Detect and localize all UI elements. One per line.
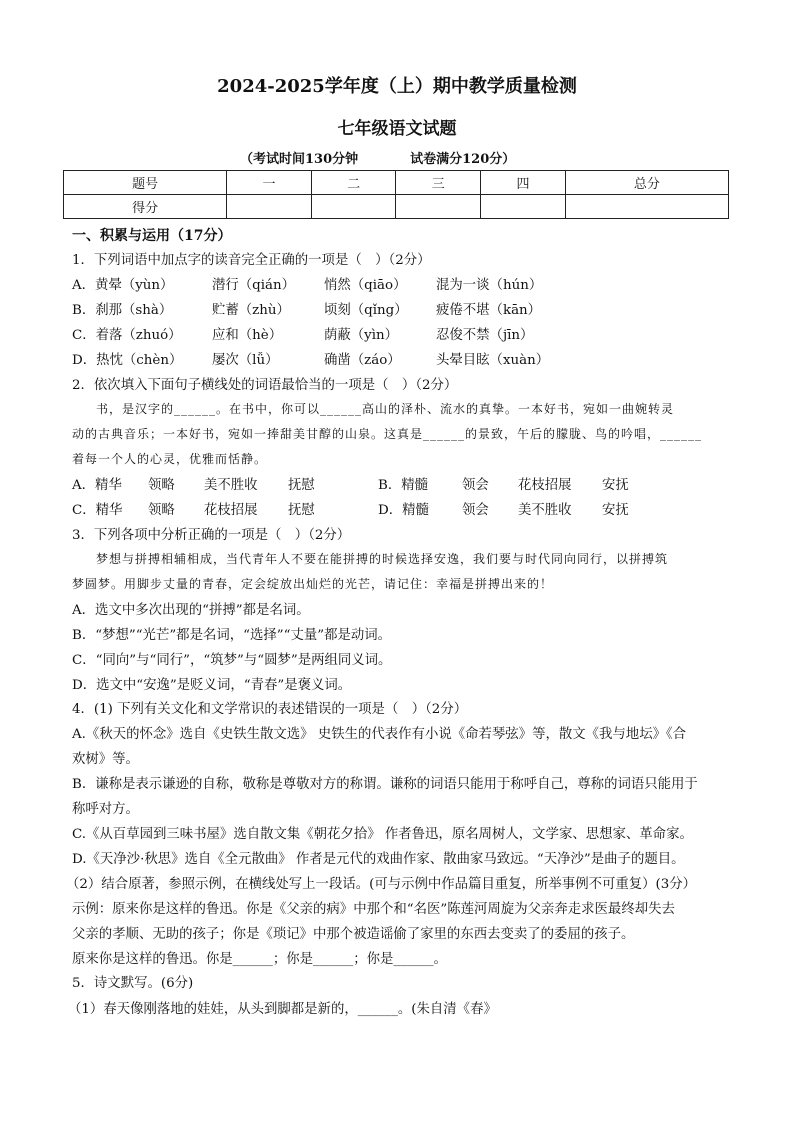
score-cell: 二: [311, 171, 396, 195]
opt-text: 领略: [148, 478, 175, 493]
opt-text: 抚慰: [288, 478, 315, 493]
full-score: 试卷满分120分）: [410, 152, 516, 167]
q4-stem: 4．(1) 下列有关文化和文学常识的表述错误的一项是（ ）（2分）: [72, 702, 468, 717]
score-input-cell[interactable]: [227, 195, 312, 219]
opt-text: 花枝招展: [204, 503, 258, 518]
q4-line: C.《从百草园到三味书屋》选自散文集《朝花夕拾》 作者鲁迅，原名周树人，文学家、思想家、革命家。: [72, 827, 693, 842]
q2-passage-line: 着每一个人的心灵，优雅而恬静。: [72, 452, 268, 466]
q4-line: D.《天净沙·秋思》选自《全元散曲》 作者是元代的戏曲作家、散曲家马致远。“天净沙”是曲子的题目。: [72, 852, 685, 867]
opt-text: A．精华: [72, 478, 122, 493]
opt-text: 悄然（qiāo）: [324, 278, 407, 293]
opt-text: 荫蔽（yìn）: [324, 328, 399, 343]
q4-line: （2）结合原著，参照示例，在横线处写上一段话。(可与示例中作品篇目重复，所举事例不可重复）(3分）: [66, 877, 697, 892]
score-table: [63, 170, 729, 219]
opt-text: 领会: [462, 478, 489, 493]
q3-stem: 3．下列各项中分析正确的一项是（ ）（2分）: [72, 528, 351, 543]
opt-text: 贮蓄（zhù）: [212, 303, 290, 318]
q3-option-d: D．选文中“安逸”是贬义词，“青春”是褒义词。: [72, 678, 352, 693]
q2-options-cd: [72, 499, 629, 518]
opt-text: B．刹那（shà）: [72, 303, 173, 318]
q1-option-a: [72, 274, 542, 293]
opt-text: 花枝招展: [518, 478, 572, 493]
opt-text: 应和（hè）: [212, 328, 283, 343]
q4-answer-line: 原来你是这样的鲁迅。你是______；你是______；你是______。: [72, 952, 447, 967]
opt-text: 美不胜收: [518, 503, 572, 518]
opt-text: C．着落（zhuó）: [72, 328, 182, 343]
q3-passage-line: 梦想与拼搏相辅相成，当代青年人不要在能拼搏的时候选择安逸，我们要与时代同向同行，以拼搏筑: [96, 552, 669, 566]
score-cell: 一: [227, 171, 312, 195]
opt-text: 屡次（lǚ）: [212, 353, 279, 368]
score-table-header-row: [64, 171, 729, 195]
q1-option-d: [72, 349, 549, 368]
opt-text: A．黄晕（yùn）: [72, 278, 174, 293]
opt-text: 顷刻（qǐng）: [324, 303, 408, 318]
opt-text: D．热忱（chèn）: [72, 353, 183, 368]
q4-line: A.《秋天的怀念》选自《史铁生散文选》 史铁生的代表作有小说《命若琴弦》等，散文《我与地坛》《合: [72, 727, 687, 742]
q4-line: B．谦称是表示谦逊的自称，敬称是尊敬对方的称谓。谦称的词语只能用于称呼自己，尊称的词语只能用于: [72, 777, 698, 792]
score-input-cell[interactable]: [311, 195, 396, 219]
q2-passage-line: 书，是汉字的______。在书中，你可以______高山的泽朴、流水的真挚。一本好书，宛如一曲婉转灵: [96, 402, 675, 416]
opt-text: 忍俊不禁（jīn）: [436, 328, 534, 343]
opt-text: 领会: [462, 503, 489, 518]
score-input-cell[interactable]: [396, 195, 481, 219]
q3-option-b: B．“梦想”“光芒”都是名词，“选择”“丈量”都是动词。: [72, 628, 392, 643]
q4-line: 示例：原来你是这样的鲁迅。你是《父亲的病》中那个和“名医”陈莲河周旋为父亲奔走求医最终却失去: [72, 902, 675, 917]
opt-text: 疲倦不堪（kān）: [436, 303, 542, 318]
opt-text: D．精髓: [378, 503, 429, 518]
q5-item-1: （1）春天像刚落地的娃娃，从头到脚都是新的，______。(朱自清《春》: [68, 1002, 497, 1017]
q2-passage-line: 动的古典音乐；一本好书，宛如一捧甜美甘醇的山泉。这真是______的景致，午后的朦胧、鸟的吟唱，______: [72, 427, 703, 441]
score-row-label: 得分: [64, 195, 227, 219]
score-table-score-row: [64, 195, 729, 219]
score-cell: 题号: [64, 171, 227, 195]
opt-text: 混为一谈（hún）: [436, 278, 543, 293]
opt-text: 安抚: [602, 478, 629, 493]
opt-text: 确凿（záo）: [324, 353, 401, 368]
q4-line: 欢树》等。: [72, 752, 139, 767]
q3-passage-line: 梦圆梦。用脚步丈量的青春，定会绽放出灿烂的光芒，请记住：幸福是拼搏出来的！: [72, 577, 554, 591]
q1-option-c: [72, 324, 533, 343]
opt-text: 抚慰: [288, 503, 315, 518]
opt-text: C．精华: [72, 503, 123, 518]
opt-text: B．精髓: [378, 478, 429, 493]
exam-subtitle: 七年级语文试题: [337, 119, 457, 139]
q1-stem: 1．下列词语中加点字的读音完全正确的一项是（ ）（2分）: [72, 253, 431, 268]
score-cell: 三: [396, 171, 481, 195]
exam-info: [240, 148, 515, 167]
q1-option-b: [72, 299, 541, 318]
q3-option-c: C．“同向”与“同行”，“筑梦”与“圆梦”是两组同义词。: [72, 653, 392, 668]
q3-option-a: A．选文中多次出现的“拼搏”都是名词。: [72, 603, 310, 618]
section-title: 一、积累与运用（17分）: [72, 228, 232, 244]
exam-time: （考试时间130分钟: [240, 152, 359, 167]
exam-title: 2024-2025学年度（上）期中教学质量检测: [217, 76, 577, 97]
score-input-cell[interactable]: [565, 195, 728, 219]
opt-text: 美不胜收: [204, 478, 258, 493]
opt-text: 领略: [148, 503, 175, 518]
q2-options-ab: [72, 474, 629, 493]
score-cell: 总分: [565, 171, 728, 195]
q4-line: 父亲的孝顺、无助的孩子；你是《琐记》中那个被造谣偷了家里的东西去变卖了的委屈的孩子。: [72, 927, 635, 942]
opt-text: 头晕目眩（xuàn）: [436, 353, 550, 368]
q4-line: 称呼对方。: [72, 802, 139, 817]
score-cell: 四: [481, 171, 566, 195]
score-input-cell[interactable]: [481, 195, 566, 219]
q5-stem: 5．诗文默写。(6分): [72, 976, 194, 991]
opt-text: 潜行（qián）: [212, 278, 296, 293]
opt-text: 安抚: [602, 503, 629, 518]
q2-stem: 2．依次填入下面句子横线处的词语最恰当的一项是（ ）（2分）: [72, 378, 458, 393]
